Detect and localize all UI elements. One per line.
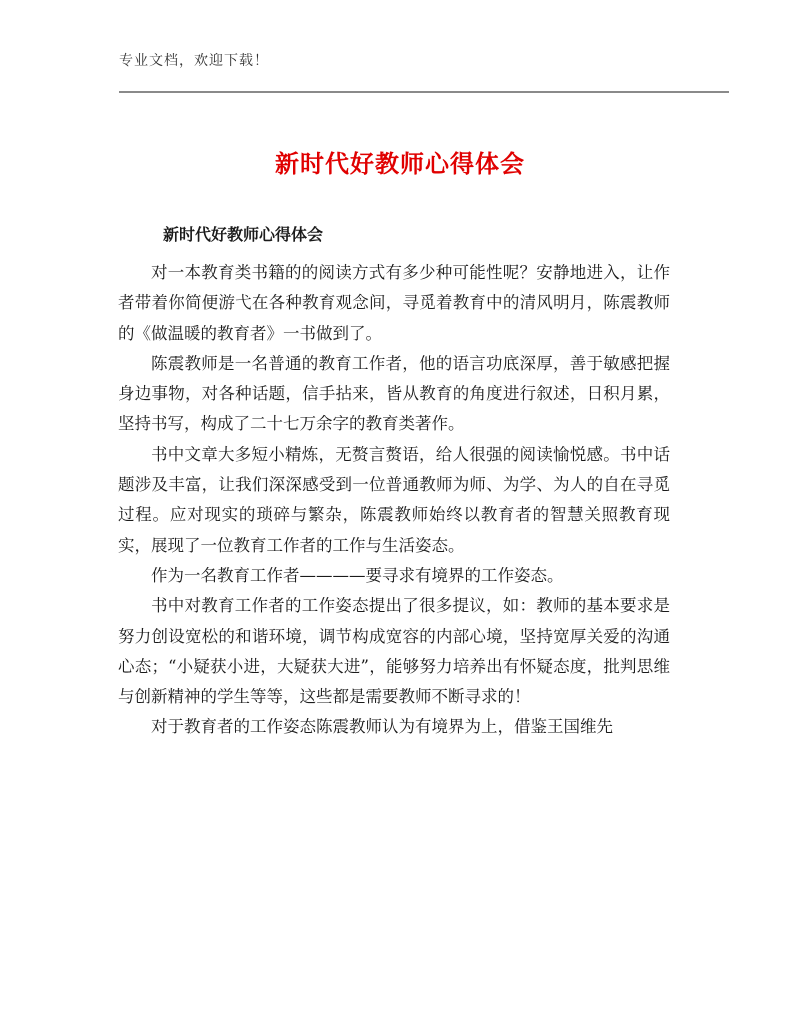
paragraph: 书中对教育工作者的工作姿态提出了很多提议，如：教师的基本要求是努力创设宽松的和谐环境，调节构成宽容的内部心境，坚持宽厚关爱的沟通心态；“小疑获小进，大疑获大进”，能够努力培养出有怀疑态度，批判思维与创新精神的学生等等，这些都是需要教师不断寻求的！: [118, 596, 670, 707]
header-note: 专业文档，欢迎下载！: [119, 53, 269, 69]
paragraph: 对于教育者的工作姿态陈震教师认为有境界为上，借鉴王国维先: [151, 717, 613, 737]
document-subtitle: 新时代好教师心得体会: [163, 225, 324, 244]
document-title: 新时代好教师心得体会: [275, 150, 525, 178]
paragraph: 书中文章大多短小精炼，无赘言赘语，给人很强的阅读愉悦感。书中话题涉及丰富，让我们深深感受到一位普通教师为师、为学、为人的自在寻觅过程。应对现实的琐碎与繁杂，陈震教师始终以教育者的智慧关照教育现实，展现了一位教育工作者的工作与生活姿态。: [118, 444, 670, 555]
paragraph: 作为一名教育工作者————要寻求有境界的工作姿态。: [151, 565, 564, 585]
paragraph: 对一本教育类书籍的的阅读方式有多少种可能性呢？安静地进入，让作者带着你简便游弋在各种教育观念间，寻觅着教育中的清风明月，陈震教师的《做温暖的教育者》一书做到了。: [118, 263, 670, 343]
paragraph: 陈震教师是一名普通的教育工作者，他的语言功底深厚，善于敏感把握身边事物，对各种话题，信手拈来，皆从教育的角度进行叙述，日积月累，坚持书写，构成了二十七万余字的教育类著作。: [118, 353, 670, 434]
header-divider: [119, 91, 729, 93]
document-body: [118, 258, 670, 743]
